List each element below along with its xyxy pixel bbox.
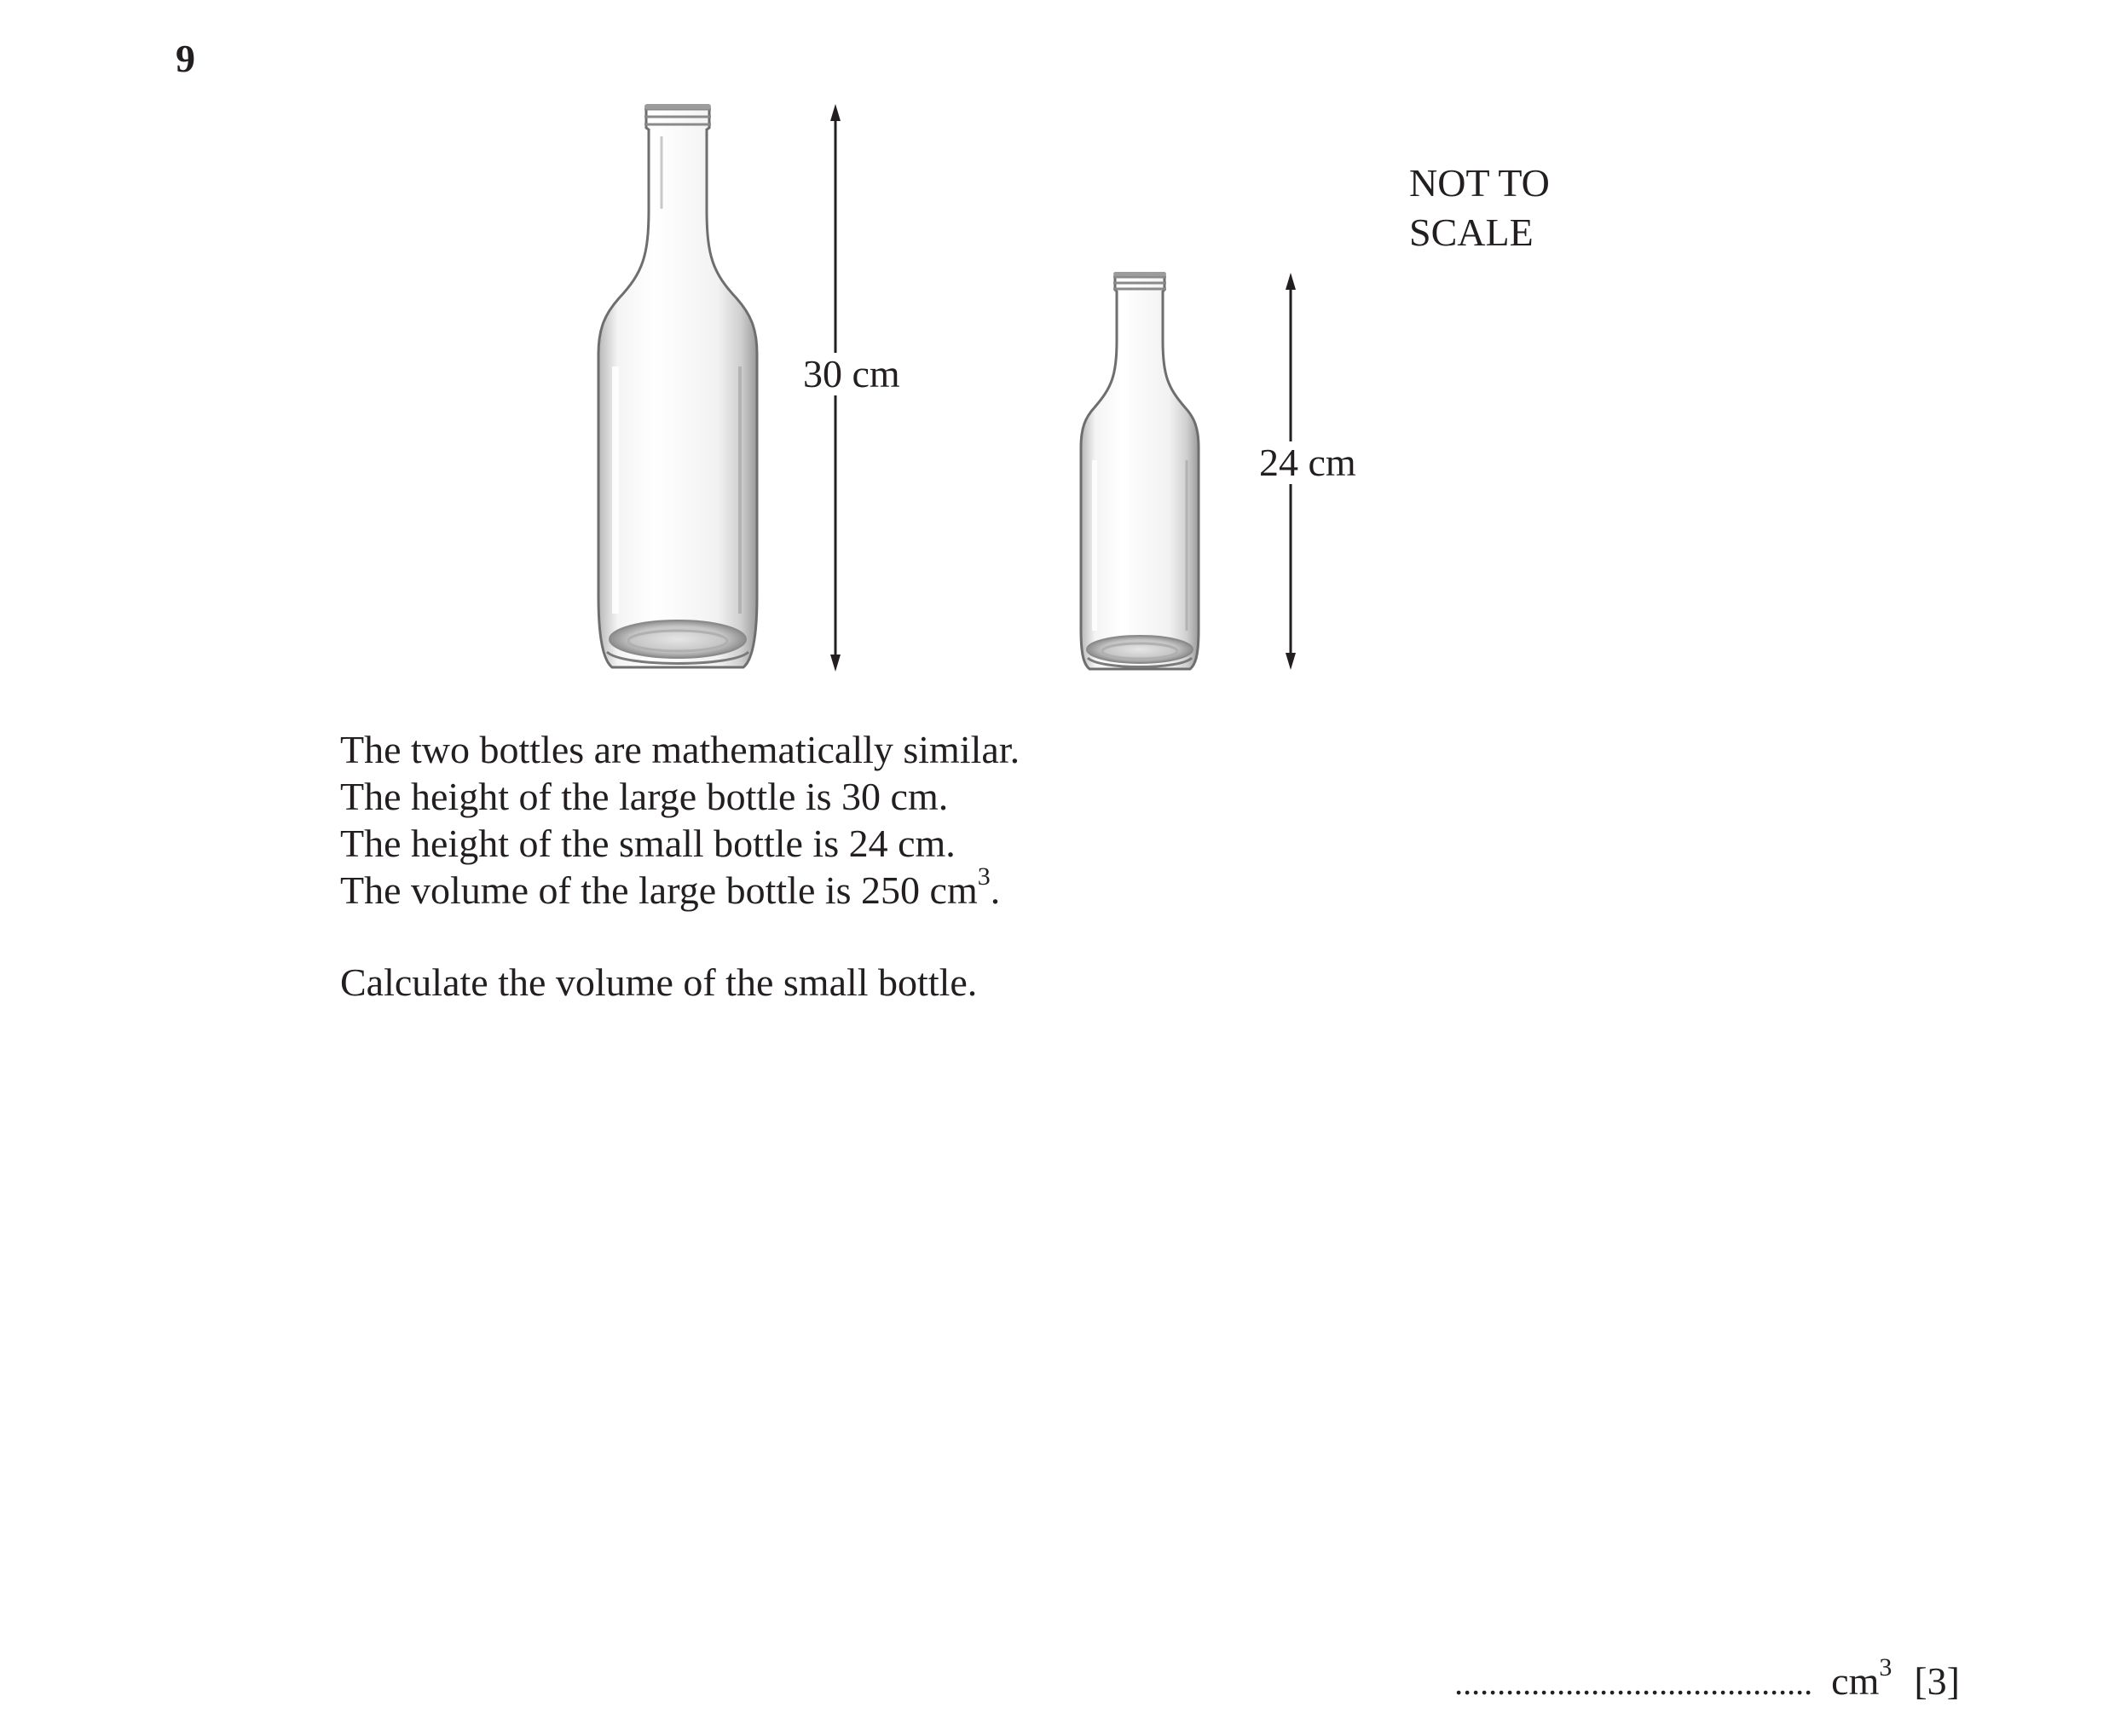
statement-similar: The two bottles are mathematically similar. xyxy=(340,728,1020,771)
answer-line xyxy=(1454,1653,1960,1703)
statement-large-height: The height of the large bottle is 30 cm. xyxy=(340,775,949,818)
volume-end: . xyxy=(990,868,1001,912)
not-to-scale-note xyxy=(1409,159,1550,257)
volume-superscript: 3 xyxy=(977,862,991,891)
volume-text: The volume of the large bottle is 250 cm xyxy=(340,868,978,912)
marks-allocation: [3] xyxy=(1914,1659,1960,1703)
large-height-label: 30 cm xyxy=(803,352,900,395)
statement-large-volume xyxy=(340,862,1020,914)
bottles-diagram xyxy=(0,0,2115,699)
answer-dots[interactable]: .......................................... xyxy=(1454,1664,1813,1702)
statement-small-height: The height of the small bottle is 24 cm. xyxy=(340,822,956,865)
not-to-scale-line2: SCALE xyxy=(1409,211,1534,254)
large-bottle xyxy=(598,104,757,667)
not-to-scale-line1: NOT TO xyxy=(1409,161,1550,205)
answer-unit-superscript: 3 xyxy=(1879,1653,1893,1681)
answer-unit: cm xyxy=(1831,1659,1880,1703)
bottles-figure xyxy=(0,0,2115,699)
question-text xyxy=(340,726,1020,1006)
small-height-label: 24 cm xyxy=(1259,441,1356,484)
small-bottle xyxy=(1081,272,1199,669)
question-number: 9 xyxy=(176,37,195,80)
instruction: Calculate the volume of the small bottle. xyxy=(340,960,978,1004)
